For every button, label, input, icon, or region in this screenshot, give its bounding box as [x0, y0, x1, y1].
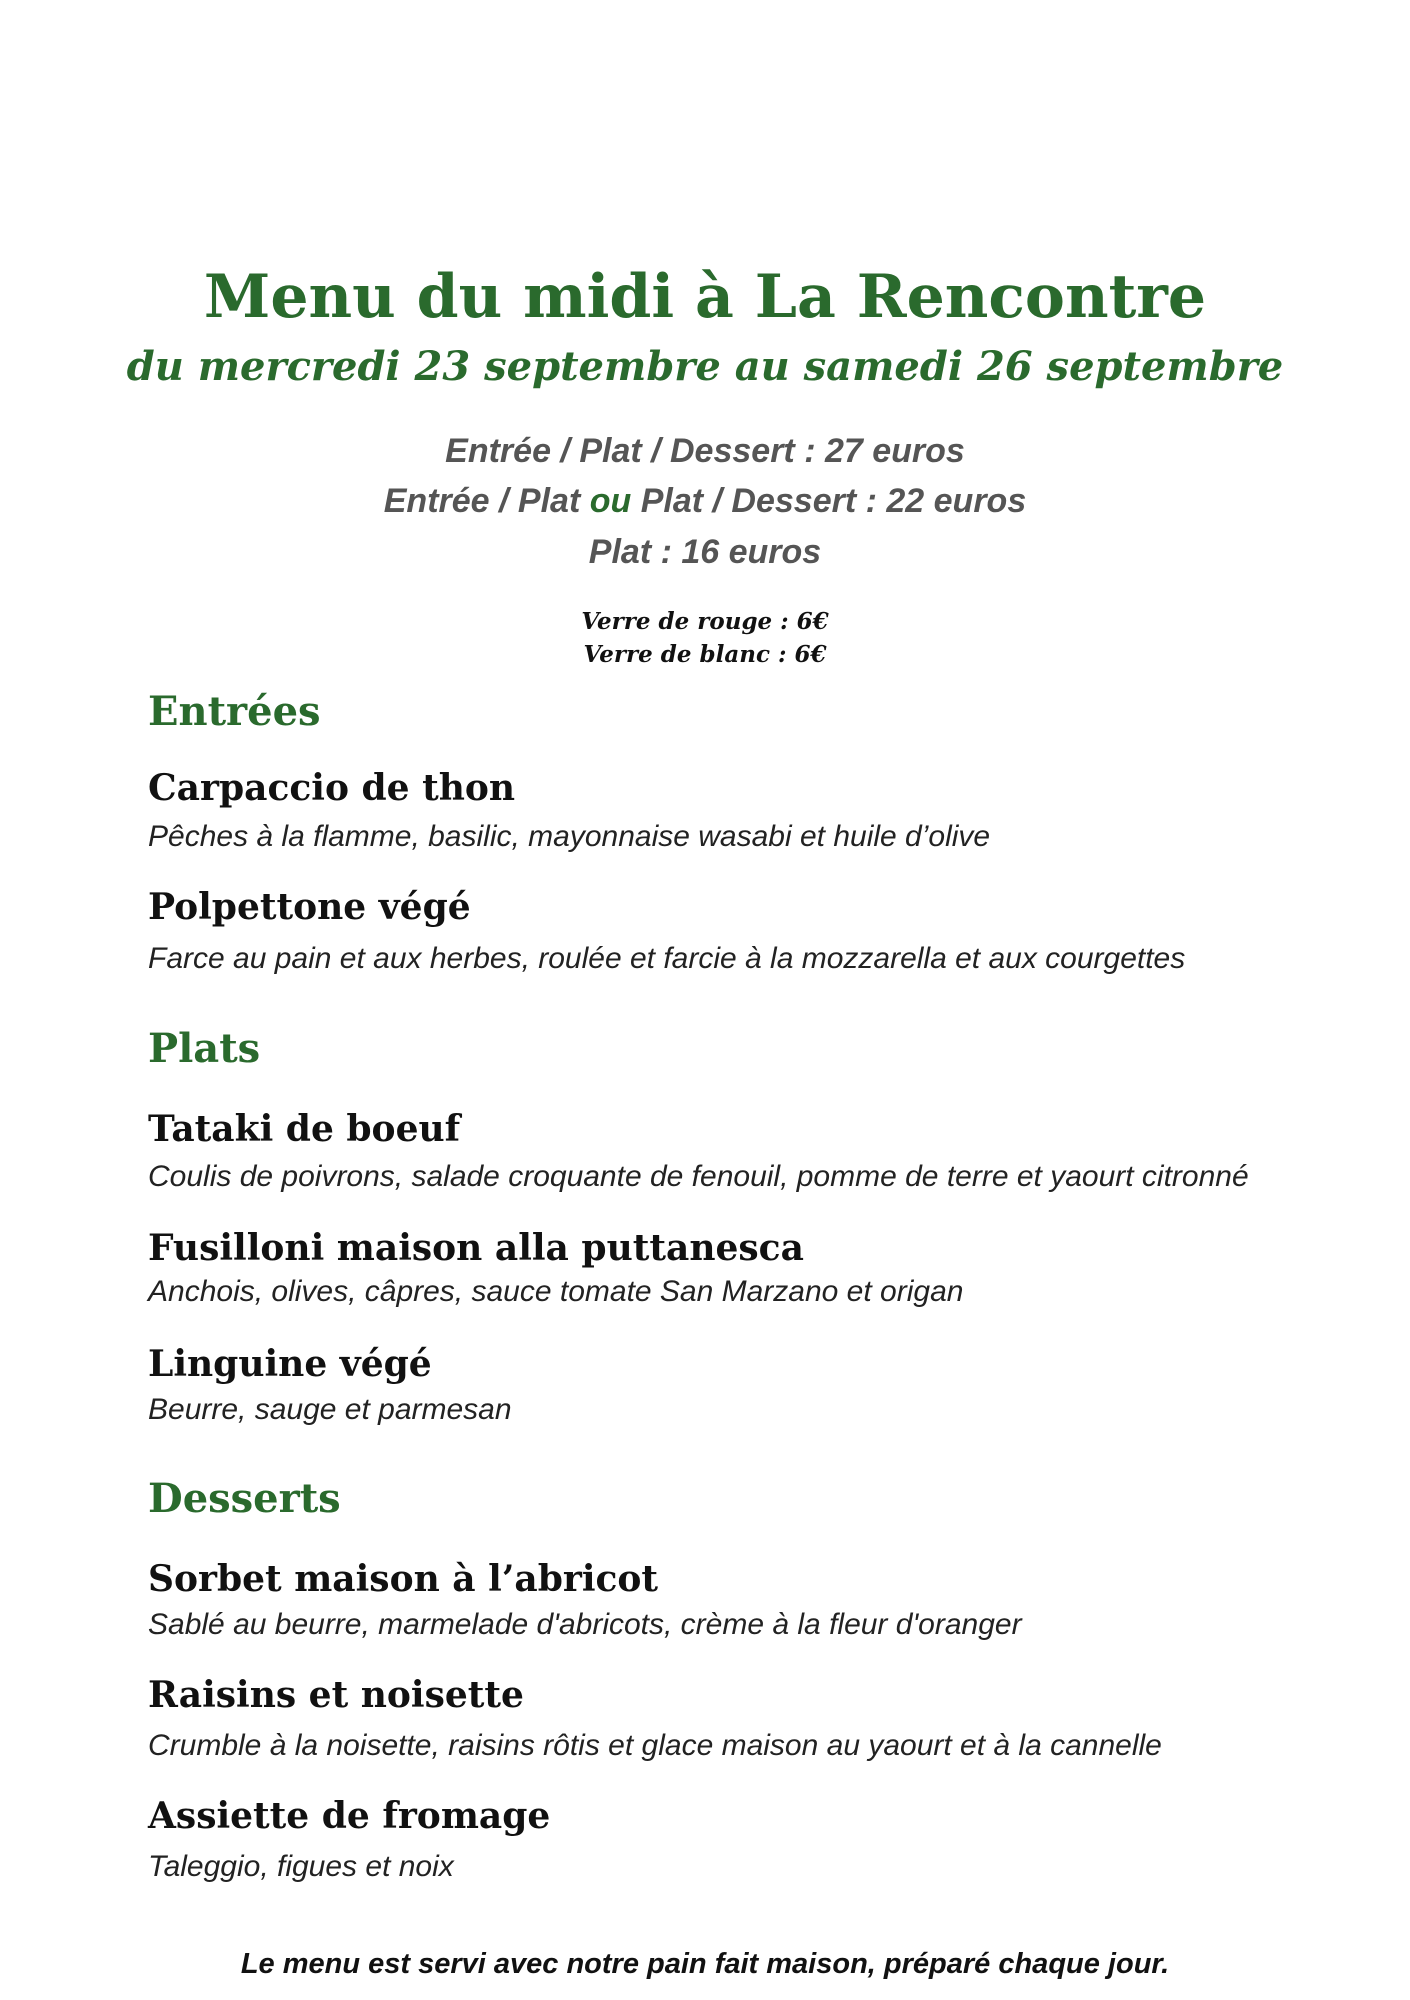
dish-description: Taleggio, figues et noix: [148, 1850, 454, 1883]
dish-description: Farce au pain et aux herbes, roulée et farcie à la mozzarella et aux courgettes: [148, 942, 1186, 975]
section-title-desserts: Desserts: [148, 1475, 341, 1522]
dish-name: Tataki de boeuf: [148, 1108, 461, 1150]
section-title-entrees: Entrées: [148, 688, 321, 735]
dish-name: Linguine végé: [148, 1343, 432, 1385]
dish-description: Coulis de poivrons, salade croquante de fenouil, pomme de terre et yaourt citronné: [148, 1160, 1249, 1193]
price-two-courses-part-b: Plat / Dessert : 22 euros: [640, 482, 1027, 520]
wine-red-price: Verre de rouge : 6€: [581, 608, 829, 635]
footer-note: Le menu est servi avec notre pain fait maison, préparé chaque jour.: [240, 1948, 1170, 1980]
wine-white-price: Verre de blanc : 6€: [583, 641, 827, 668]
section-title-plats: Plats: [148, 1025, 261, 1072]
price-two-courses: [0, 482, 1410, 521]
dish-description: Pêches à la flamme, basilic, mayonnaise wasabi et huile d’olive: [148, 820, 991, 853]
dish-name: Assiette de fromage: [148, 1795, 551, 1837]
dish-name: Raisins et noisette: [148, 1674, 524, 1716]
dish-name: Fusilloni maison alla puttanesca: [148, 1227, 804, 1269]
date-range-subtitle: du mercredi 23 septembre au samedi 26 septembre: [126, 343, 1284, 390]
price-main-only: Plat : 16 euros: [588, 533, 822, 571]
page-title: Menu du midi à La Rencontre: [203, 262, 1207, 332]
dish-description: Sablé au beurre, marmelade d'abricots, crème à la fleur d'oranger: [148, 1608, 1022, 1641]
dish-name: Polpettone végé: [148, 886, 471, 928]
dish-description: Beurre, sauge et parmesan: [148, 1393, 512, 1426]
dish-name: Sorbet maison à l’abricot: [148, 1558, 659, 1600]
price-two-courses-part-a: Entrée / Plat: [383, 482, 581, 520]
dish-description: Crumble à la noisette, raisins rôtis et glace maison au yaourt et à la cannelle: [148, 1729, 1162, 1762]
dish-description: Anchois, olives, câpres, sauce tomate San Marzano et origan: [148, 1275, 964, 1308]
dish-name: Carpaccio de thon: [148, 767, 516, 809]
price-or-word: ou: [589, 482, 632, 520]
price-full-menu: Entrée / Plat / Dessert : 27 euros: [445, 432, 965, 470]
